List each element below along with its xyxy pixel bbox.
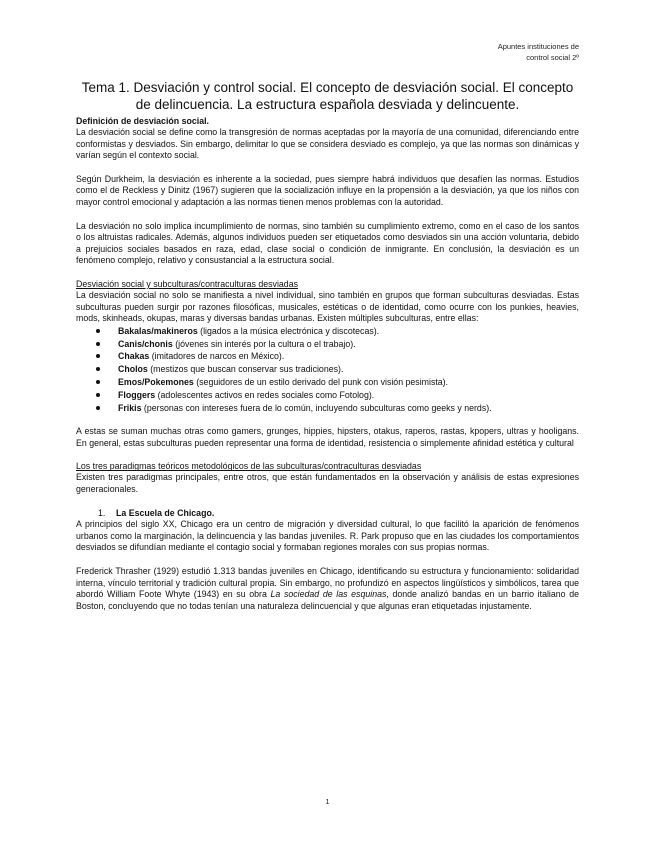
subculture-desc: (seguidores de un estilo derivado del punk con visión pesimista).: [193, 376, 449, 387]
subculture-desc: (adolescentes activos en redes sociales como Fotolog).: [155, 389, 375, 400]
list-item: [118, 363, 579, 376]
paradigms-heading: Los tres paradigmas teóricos metodológicos de las subculturas/contraculturas desviadas: [76, 461, 422, 472]
subcultures-paragraph-2: A estas se suman muchas otras como gamers, grunges, hippies, hipsters, otakus, raperos, rastas, kpopers, ultras y hooligans. En general, estas subculturas pueden representar una forma de identidad, resistencia o simplemente afinidad estética y cultural: [76, 426, 579, 448]
list-item: [118, 350, 579, 363]
bullet-icon: [96, 380, 100, 384]
paradigms-paragraph-2: A principios del siglo XX, Chicago era un centro de migración y diversidad cultural, lo que facilitó la aparición de fenómenos urbanos como la marginación, la delincuencia y las bandas juveniles. R. Park propuso que en las ciudades los comportamientos desviados se difundían mediante el contagio social y formaban regiones morales con sus propias normas.: [76, 519, 579, 553]
bullet-icon: [96, 406, 100, 410]
document-title: Tema 1. Desviación y control social. El concepto de desviación social. El concepto de delincuencia. La estructura española desviada y delincuente.: [81, 80, 574, 112]
text-run: , donde analizó bandas en un barrio italiano de Boston, concluyendo que no todas tenían una naturaleza delincuencial y que algunas eran etiquetadas injustamente.: [76, 589, 579, 611]
subculture-desc: (personas con intereses fuera de lo común, incluyendo subculturas como geeks y nerds).: [141, 402, 492, 413]
subculture-desc: (ligados a la música electrónica y discotecas).: [197, 325, 380, 336]
subculture-name: Cholos: [118, 364, 148, 375]
subcultures-paragraph-1: La desviación social no solo se manifiesta a nivel individual, sino también en grupos que forman subculturas desviadas. Estas subculturas pueden surgir por razones filosóficas, musicales, estéticas o de identidad, como ocurre con los punkies, heavies, mods, skinheads, okupas, maras y diversas bandas urbanas. Existen múltiples subculturas, entre ellas:: [76, 289, 579, 324]
definition-heading: Definición de desviación social.: [76, 116, 209, 126]
list-item: [118, 376, 579, 389]
subcultures-heading: Desviación social y subculturas/contraculturas desviadas: [76, 278, 298, 289]
subculture-name: Emos/Pokemones: [118, 376, 194, 387]
paradigms-paragraph-3: [76, 566, 579, 612]
list-item: [118, 325, 579, 338]
definition-paragraph-1: La desviación social se define como la transgresión de normas aceptadas por la mayoría de una comunidad, diferenciando entre conformistas y desviados. Sin embargo, delimitar lo que se considera desviado es complejo, ya que las normas son dinámicas y varían según el contexto social.: [76, 127, 579, 161]
list-item: [118, 389, 579, 402]
bullet-icon: [96, 393, 100, 397]
subculture-name: Canis/chonis: [118, 338, 173, 349]
subculture-desc: (mestizos que buscan conservar sus tradiciones).: [147, 364, 344, 375]
item-number: 1.: [98, 507, 106, 518]
page-number: 1: [325, 797, 330, 806]
header-line-2: control social 2º: [526, 53, 579, 62]
definition-paragraph-2: Según Durkheim, la desviación es inherente a la sociedad, pues siempre habrá individuos que desafíen las normas. Estudios como el de Reckless y Dinitz (1967) sugieren que la socialización influye en la propensión a la desviación, ya que los niños con mayor control emocional y adaptación a las normas tienen menos problemas con la autoridad.: [76, 173, 579, 207]
subculture-name: Bakalas/makineros: [118, 325, 198, 336]
list-item: [118, 338, 579, 351]
bullet-icon: [96, 329, 100, 333]
paradigms-paragraph-1: Existen tres paradigmas principales, entre otros, que están fundamentados en la observación y análisis de estas expresiones generacionales.: [76, 472, 579, 495]
subculture-desc: (imitadores de narcos en México).: [149, 351, 285, 362]
subculture-name: Chakas: [118, 351, 150, 362]
subculture-name: Floggers: [118, 389, 156, 400]
subculture-name: Frikis: [118, 402, 142, 413]
subcultures-list: [76, 325, 579, 415]
text-run: Frederick Thrasher (1929) estudió 1.313 bandas juveniles en Chicago, identificando su estructura y funcionamiento: solidaridad interna, vínculo territorial y tradición cultural propia. Sin embargo, no profundizó en aspectos lingüísticos y simbólicos, tarea que abordó William Foote Whyte (1943) en su obra: [76, 566, 579, 600]
subculture-desc: (jóvenes sin interés por la cultura o el trabajo).: [172, 338, 356, 349]
running-header: [379, 41, 579, 63]
definition-paragraph-3: La desviación no solo implica incumplimiento de normas, sino también su cumplimiento extremo, como en el caso de los santos o los altruistas radicales. Además, algunos individuos pueden ser etiquetados como desviados sin una acción voluntaria, debido a prejuicios sociales basados en raza, edad, clase social o condición de inmigrante. En conclusión, la desviación es un fenómeno complejo, relativo y consustancial a la estructura social.: [76, 220, 579, 266]
list-item: [118, 402, 579, 415]
numbered-heading: [76, 508, 579, 520]
bullet-icon: [96, 342, 100, 346]
header-line-1: Apuntes instituciones de: [497, 42, 579, 51]
book-title: La sociedad de las esquinas: [270, 589, 387, 600]
bullet-icon: [96, 367, 100, 371]
bullet-icon: [96, 354, 100, 358]
item-title: La Escuela de Chicago.: [116, 507, 215, 518]
document-body: [76, 79, 579, 612]
